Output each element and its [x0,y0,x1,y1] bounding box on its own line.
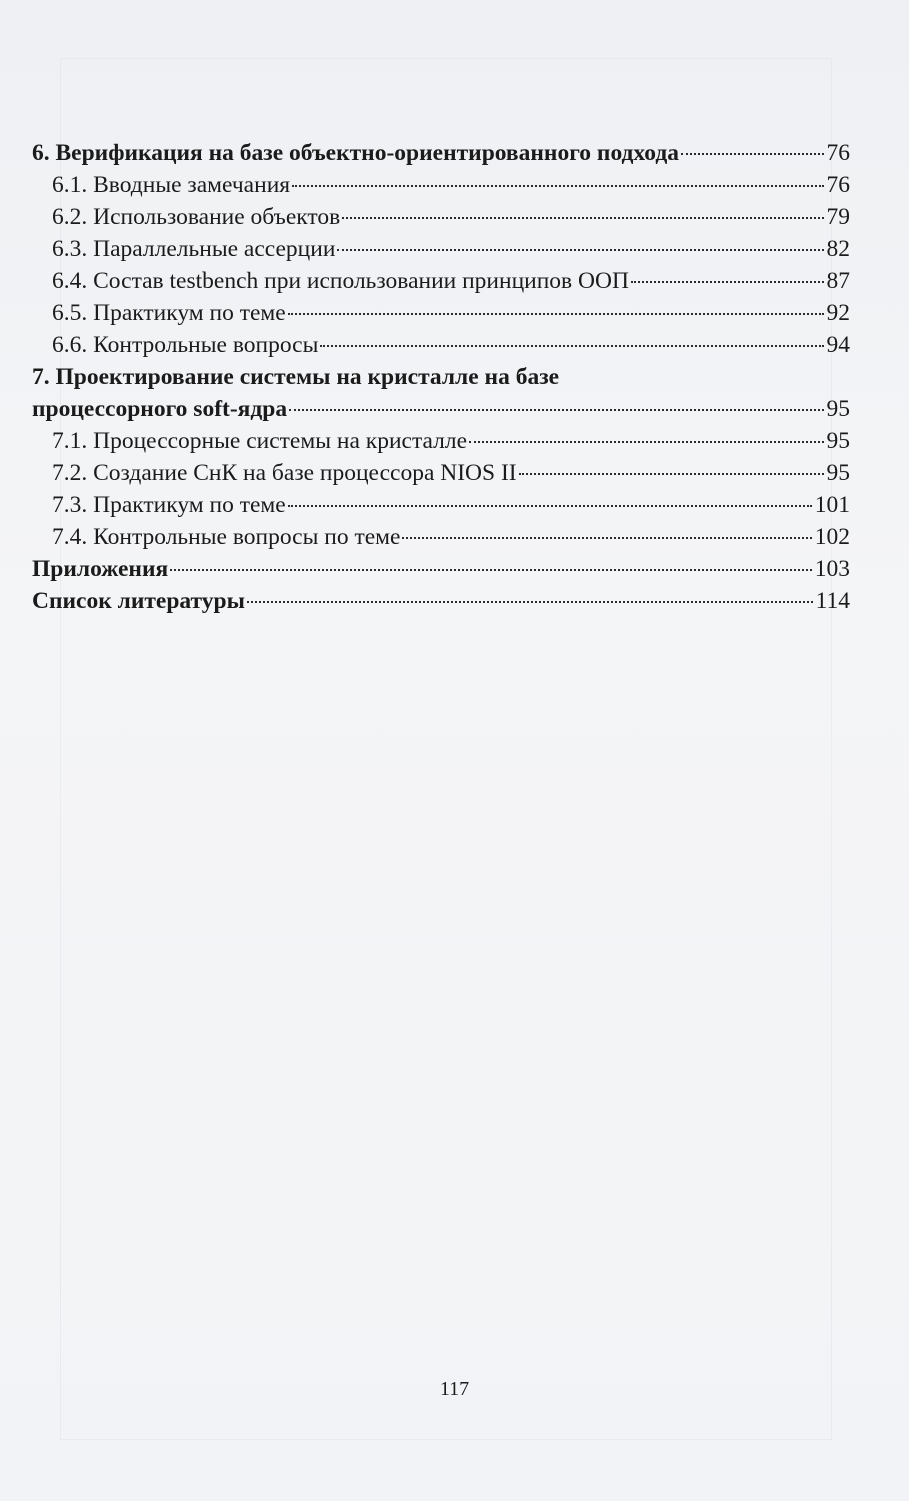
table-of-contents [32,137,850,617]
toc-page-number: 95 [826,428,850,454]
toc-title: 6.2. Использование объектов [52,204,341,230]
dot-leader [519,473,824,475]
toc-entry-7-1 [32,425,850,457]
toc-page-number: 95 [826,396,850,422]
toc-page-number: 92 [826,300,850,326]
dot-leader [320,345,823,347]
toc-entry-6-4 [32,265,850,297]
dot-leader [288,505,812,507]
toc-entry-7-3 [32,489,850,521]
dot-leader [289,409,823,411]
toc-entry-7 [32,393,850,425]
toc-page-number: 95 [826,460,850,486]
toc-title: 7.1. Процессорные системы на кристалле [52,428,468,454]
toc-entry-appendices [32,553,850,585]
toc-title: 6.1. Вводные замечания [52,172,291,198]
toc-title: 6. Верификация на базе объектно-ориентированного подхода [32,140,679,166]
toc-title-line1: 7. Проектирование системы на кристалле на базе [32,364,560,390]
dot-leader [402,537,811,539]
dot-leader [631,281,824,283]
dot-leader [292,185,823,187]
toc-entry-6-3 [32,233,850,265]
toc-entry-references [32,585,850,617]
toc-entry-6-2 [32,201,850,233]
toc-page-number: 76 [826,172,850,198]
toc-entry-6-6 [32,329,850,361]
toc-page-number: 82 [826,236,850,262]
toc-title: 7.4. Контрольные вопросы по теме [52,524,401,550]
dot-leader [288,313,824,315]
toc-title: Приложения [32,556,169,582]
toc-title: 6.6. Контрольные вопросы [52,332,319,358]
dot-leader [170,569,812,571]
toc-page-number: 94 [826,332,850,358]
toc-title: 6.4. Состав testbench при использовании принципов ООП [52,268,629,294]
toc-entry-7-4 [32,521,850,553]
dot-leader [247,601,813,603]
toc-page-number: 102 [814,524,850,550]
toc-page-number: 114 [815,588,850,614]
toc-title: 7.3. Практикум по теме [52,492,286,518]
dot-leader [469,441,823,443]
toc-entry-7-line1 [32,361,850,393]
toc-title: 6.5. Практикум по теме [52,300,286,326]
toc-title: 6.3. Параллельные ассерции [52,236,336,262]
toc-entry-6 [32,137,850,169]
toc-title: процессорного soft-ядра [32,396,288,422]
toc-page-number: 103 [814,556,850,582]
page-number: 117 [439,1378,470,1400]
toc-page-number: 87 [826,268,850,294]
toc-page-number: 76 [826,140,850,166]
dot-leader [681,153,824,155]
toc-title: Список литературы [32,588,245,614]
toc-page-number: 101 [814,492,850,518]
toc-entry-6-5 [32,297,850,329]
toc-entry-6-1 [32,169,850,201]
dot-leader [337,249,823,251]
toc-entry-7-2 [32,457,850,489]
toc-page-number: 79 [826,204,850,230]
dot-leader [342,217,823,219]
toc-title: 7.2. Создание СнК на базе процессора NIOS II [52,460,517,486]
